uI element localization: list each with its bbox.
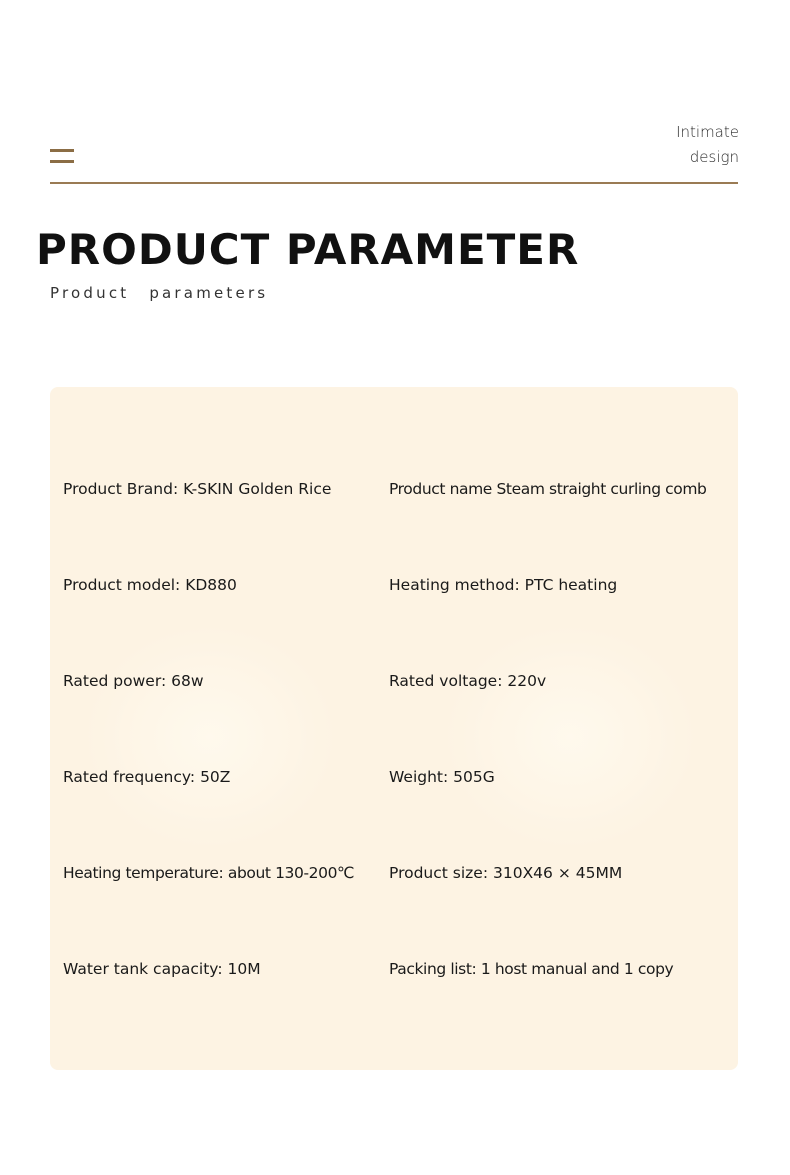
tagline-line-2: design — [689, 148, 739, 166]
menu-icon-bar-bottom — [50, 160, 74, 163]
param-rated-frequency: Rated frequency: 50Z — [63, 768, 231, 786]
param-brand: Product Brand: K-SKIN Golden Rice — [63, 480, 332, 498]
page-subtitle: Product parameters — [50, 284, 269, 302]
param-weight: Weight: 505G — [389, 768, 495, 786]
param-rated-voltage: Rated voltage: 220v — [389, 672, 547, 690]
param-packing-list: Packing list: 1 host manual and 1 copy — [389, 960, 674, 978]
tagline-line-1: Intimate — [676, 123, 739, 141]
param-heating-method: Heating method: PTC heating — [389, 576, 618, 594]
param-heating-temperature: Heating temperature: about 130-200℃ — [63, 864, 355, 882]
param-product-size: Product size: 310X46 × 45MM — [389, 864, 623, 882]
param-model: Product model: KD880 — [63, 576, 237, 594]
tagline — [676, 120, 739, 170]
param-water-tank-capacity: Water tank capacity: 10M — [63, 960, 261, 978]
param-product-name: Product name Steam straight curling comb — [389, 480, 707, 498]
menu-icon[interactable] — [50, 149, 74, 163]
page-title: PRODUCT PARAMETER — [36, 225, 580, 274]
header-divider — [50, 182, 738, 184]
param-rated-power: Rated power: 68w — [63, 672, 204, 690]
menu-icon-bar-top — [50, 149, 74, 152]
